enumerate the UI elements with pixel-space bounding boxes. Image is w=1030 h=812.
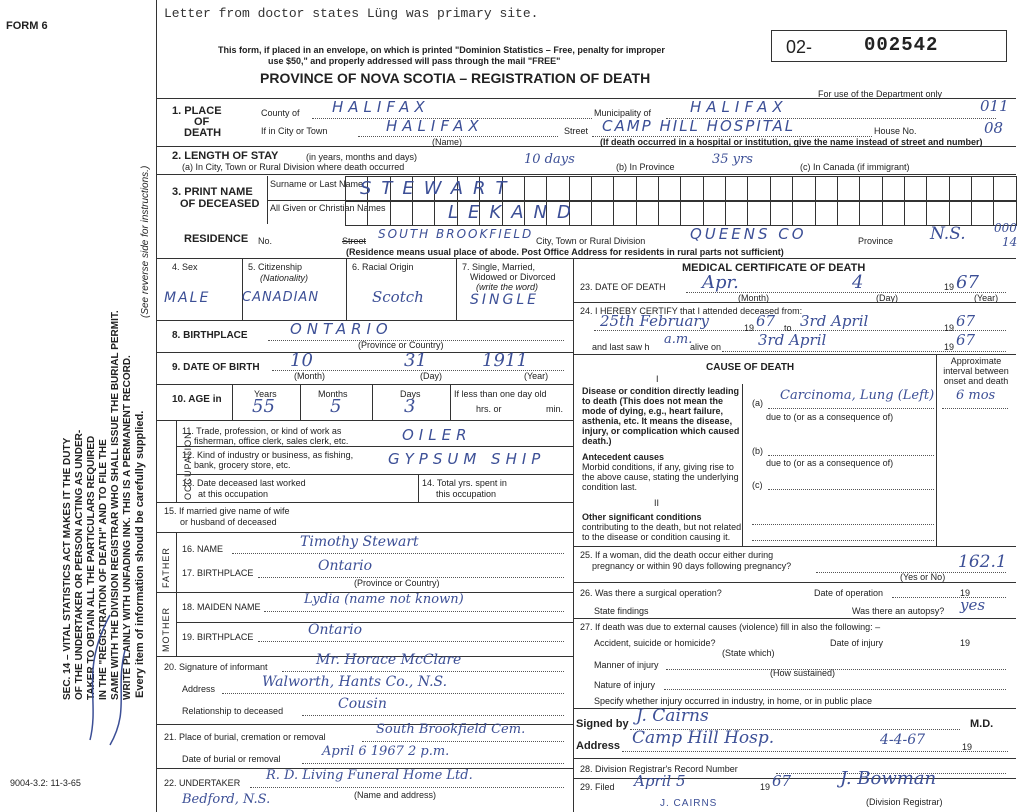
dod-year-prefix: 19 [944,282,955,292]
line [664,689,1006,690]
residence-street-label: Street [342,236,367,246]
age-months-value: 5 [330,396,342,417]
relationship-label: Relationship to deceased [182,706,284,716]
surgery-date-label: Date of operation [814,588,884,598]
rule [176,446,573,447]
due-to-label-1: due to (or as a consequence of) [766,412,894,422]
cause-b-label: (b) [752,446,763,456]
line [300,384,301,420]
burial-place-value: South Brookfield Cem. [376,722,526,737]
external-causes-label: 27. If death was due to external causes (violence) fill in also the following: – [580,622,881,632]
line [222,693,564,694]
given-name-value: LEKAND [448,202,581,223]
stay-province-label: (b) In Province [616,162,675,172]
birthplace-value: ONTARIO [290,320,393,338]
mother-birthplace-label: 19. BIRTHPLACE [182,632,254,642]
rule [573,354,1016,355]
municipality-label: Municipality of [594,108,652,118]
informant-label: 20. Signature of informant [164,662,268,672]
rule [176,474,573,475]
certify-label: 24. I HEREBY CERTIFY that I attended deceased from: [580,306,803,316]
filed-yr-value: 67 [772,772,792,790]
attended-from: 25th February [600,312,710,330]
age-days-value: 3 [404,396,416,417]
rule [156,98,1016,99]
filed-value: April 5 [634,772,686,790]
residence-code-2: 14 [1002,235,1018,249]
last-worked-label: 13. Date deceased last worked at this occupation [182,478,306,499]
rule [573,546,1016,547]
maiden-name-value: Lydia (name not known) [304,592,464,607]
registrar-note: (Division Registrar) [866,797,943,807]
line [302,763,564,764]
residence-label: RESIDENCE [184,233,249,245]
line [768,455,934,456]
hospital-note: (If death occurred in a hospital or institution, give the name instead of street and number) [600,137,983,147]
other-conditions-sub: contributing to the death, but not related to the disease or condition causing it. [582,522,742,542]
undertaker-value: R. D. Living Funeral Home Ltd. [266,768,473,783]
envelope-line-1: This form, if placed in an envelope, on which is printed "Dominion Statistics – Free, penalty for improper [218,45,665,55]
dod-month: Apr. [702,272,739,293]
date-of-birth-label: 9. DATE OF BIRTH [172,362,260,373]
form-code: 9004-3.2: 11-3-65 [10,778,81,788]
side-info: Every item of information should be carefully supplied. [134,410,146,698]
maiden-name-label: 18. MAIDEN NAME [182,602,261,612]
trade-label: 11. Trade, profession, or kind of work as fisherman, office clerk, sales clerk, etc. [182,426,349,446]
manner-label: Manner of injury [594,660,659,670]
father-name-value: Timothy Stewart [300,534,419,550]
form-label: FORM 6 [6,20,48,32]
citizenship-value: CANADIAN [242,290,320,305]
rule [156,420,573,421]
last-saw-time: a.m. [664,332,693,347]
dod-day-note: (Day) [876,293,898,303]
dob-year: 1911 [482,350,528,371]
spouse-label: 15. If married give name of wife or husband of deceased [164,506,290,527]
relationship-value: Cousin [338,696,387,712]
surgery-yr: 19 [960,588,971,598]
line [264,611,564,612]
burial-date-value: April 6 1967 2 p.m. [322,744,450,759]
undertaker-value-2: Bedford, N.S. [182,792,271,807]
father-birthplace-label: 17. BIRTHPLACE [182,568,254,578]
dod-year: 67 [956,272,979,293]
reg-prefix: 02- [786,37,813,57]
registrar-signature: J. Bowman [840,768,937,789]
statute-line: SAME WITH THE DIVISION REGISTRAR WHO SHALL ISSUE THE BURIAL PERMIT. [110,310,121,700]
physician-address-label: Address [576,740,621,752]
line [722,351,1006,352]
father-birthplace-value: Ontario [318,558,373,574]
department-use-label: For use of the Department only [818,89,943,99]
cause-a-label: (a) [752,398,763,408]
dod-day: 4 [852,272,864,293]
statute-line: IN THE "REGISTRATION OF DEATH" AND TO FILE THE [98,439,109,700]
industry-value: GYPSUM SHIP [388,450,546,468]
margin-pen-mark [70,610,140,750]
line [768,489,934,490]
age-label: 10. AGE in [172,394,222,405]
county-value: HALIFAX [332,98,430,116]
rule [176,622,573,623]
occupation-side-label: OCCUPATION [183,431,193,500]
physician-stamp: J. CAIRNS [660,798,718,809]
total-years-label: 14. Total yrs. spent in this occupation [422,478,507,499]
line [372,384,373,420]
due-to-label-2: due to (or as a consequence of) [766,458,894,468]
residence-no-label: No. [258,236,273,246]
surname-label: Surname or Last Name [270,179,364,189]
dod-year-note: (Year) [974,293,999,303]
middle-divider [573,258,574,812]
age-years-label: Years [254,389,277,399]
division-record-label: 28. Division Registrar's Record Number [580,764,738,774]
signed-by-value: J. Cairns [636,706,709,726]
residence-province-value: N.S. [930,224,966,244]
sustained-note: (How sustained) [770,668,836,678]
line [418,474,419,502]
residence-note: (Residence means usual place of abode. Post Office Address for residents in rural parts not sufficient) [346,247,784,257]
burial-place-label: 21. Place of burial, cremation or removal [164,732,326,742]
specify-label: Specify whether injury occurred in industry, in home, or in public place [594,696,872,706]
residence-city-value: QUEENS CO [690,225,807,243]
statute-line: OF THE UNDERTAKER OR PERSON ACTING AS UNDER- [74,429,85,700]
statute-line: WRITE PLAINLY WITH UNFADING INK. THIS IS A PERMANENT RECORD. [122,355,133,700]
municipality-code: 011 [980,97,1009,115]
physician-address-value: Camp Hill Hosp. [632,728,775,748]
stay-canada-label: (c) In Canada (if immigrant) [800,162,910,172]
direct-cause-label: Disease or condition directly leading to death (This does not mean the mode of dying, e.g., heart failure, asthenia, etc. It means the disease, injury, or complication which caused death.) [582,386,740,446]
last-saw-label: and last saw h [592,342,650,352]
line [768,408,934,409]
residence-province-label: Province [858,236,894,246]
roman-one: I [656,374,659,384]
attended-to: 3rd April [800,312,869,330]
findings-label: State findings [594,606,649,616]
father-birthplace-note: (Province or Country) [354,578,440,588]
house-value: 08 [984,119,1004,137]
birthplace-note: (Province or Country) [358,340,444,350]
informant-address-value: Walworth, Hants Co., N.S. [262,674,448,690]
attended-from-yr-prefix: 19 [744,323,755,333]
line [258,641,564,642]
stay-city-label: (a) In City, Town or Rural Division where death occurred [182,162,405,172]
attended-to-yr-prefix: 19 [944,323,955,333]
line [362,741,564,742]
stay-city-value: 10 days [524,152,575,167]
given-label: All Given or Christian Names [270,203,386,213]
surname-value: STEWART [360,178,517,199]
line [936,354,937,546]
statute-line: SEC. 14 – VITAL STATISTICS ACT MAKES IT THE DUTY [62,437,73,700]
filed-label: 29. Filed [580,782,615,792]
line [302,715,564,716]
marital-status-label: 7. Single, Married, Widowed or Divorced (write the word) [462,262,556,292]
street-value: CAMP HILL HOSPITAL [602,117,796,135]
line [752,524,934,525]
line [232,384,233,420]
statute-line: TAKER TO OBTAIN ALL THE PARTICULARS REQUIRED [86,435,97,700]
line [622,751,1008,752]
side-reverse-note: (See reverse side for instructions.) [140,165,151,318]
rule [156,384,573,385]
line [456,258,457,320]
rule [156,174,1016,175]
roman-two: II [654,498,660,508]
filed-yr-prefix: 19 [760,782,771,792]
racial-origin-label: 6. Racial Origin [352,262,414,272]
left-border [156,0,157,812]
rule [573,582,1016,583]
racial-origin-value: Scotch [372,288,424,306]
dob-year-note: (Year) [524,371,549,381]
alive-on-label: alive on [690,342,722,352]
line [450,384,451,420]
registration-number-box [771,30,1007,62]
burial-date-label: Date of burial or removal [182,754,281,764]
form-title: PROVINCE OF NOVA SCOTIA – REGISTRATION OF DEATH [260,70,651,86]
house-label: House No. [874,126,917,136]
father-side-label: FATHER [161,547,171,588]
antecedent-label: Antecedent causes [582,452,665,462]
other-conditions-label: Other significant conditions [582,512,702,522]
line [666,669,1006,670]
sex-label: 4. Sex [172,262,198,272]
line [176,420,177,502]
sex-value: MALE [164,290,211,306]
line [892,597,1006,598]
residence-street-value: SOUTH BROOKFIELD [378,227,534,241]
citizenship-label: 5. Citizenship (Nationality) [248,262,309,283]
length-of-stay-sub: (in years, months and days) [306,152,418,162]
medical-title: MEDICAL CERTIFICATE OF DEATH [682,262,866,274]
city-value: HALIFAX [386,117,484,135]
dob-day-note: (Day) [420,371,442,381]
reg-number: 002542 [864,34,939,56]
stay-province-value: 35 yrs [712,152,753,167]
place-of-death-label: 1. PLACE OF DEATH [172,105,222,139]
age-years-value: 55 [252,396,275,417]
line [282,671,564,672]
cause-of-death-title: CAUSE OF DEATH [706,362,795,373]
street-label: Street [564,126,589,136]
print-name-label: 3. PRINT NAME OF DECEASED [172,186,260,210]
signed-by-label: Signed by [576,718,629,730]
rule [156,502,573,503]
autopsy-value: yes [960,596,986,614]
rule [573,618,1016,619]
residence-code-1: 000 [994,221,1017,235]
typed-note: Letter from doctor states Lüng was primary site. [164,6,539,21]
age-days-label: Days [400,389,421,399]
county-label: County of [261,108,300,118]
date-of-death-label: 23. DATE OF DEATH [580,282,666,292]
md-label: M.D. [970,718,994,730]
signed-date-value: 4-4-67 [880,732,926,748]
age-less-label: If less than one day old [454,389,547,399]
undertaker-note: (Name and address) [354,790,437,800]
dob-day: 31 [404,350,427,371]
residence-city-label: City, Town or Rural Division [536,236,646,246]
marital-status-value: SINGLE [470,292,539,308]
informant-value: Mr. Horace McClare [316,652,462,668]
injury-date-label: Date of injury [830,638,884,648]
state-which-note: (State which) [722,648,775,658]
line [232,553,564,554]
autopsy-label: Was there an autopsy? [852,606,945,616]
accident-label: Accident, suicide or homicide? [594,638,716,648]
given-name-grid [345,200,1017,226]
trade-value: OILER [402,426,472,444]
birthplace-label: 8. BIRTHPLACE [172,330,248,341]
line [346,258,347,320]
city-name-note: (Name) [432,137,463,147]
age-hrs-label: hrs. or [476,404,502,414]
alive-on-value: 3rd April [758,331,827,349]
pregnancy-value: 162.1 [958,552,1007,572]
cause-a-interval: 6 mos [956,388,996,403]
dob-month: 10 [290,350,313,371]
injury-yr: 19 [960,638,971,648]
antecedent-sub: Morbid conditions, if any, giving rise to the above cause, stating the underlying condition last. [582,462,739,492]
age-months-label: Months [318,389,348,399]
age-min-label: min. [546,404,564,414]
envelope-line-2: use $50," and properly addressed will pass through the mail "FREE" [268,56,561,66]
signed-yr: 19 [962,742,973,752]
mother-side-label: MOTHER [161,607,171,652]
rule [156,532,573,533]
industry-label: 12. Kind of industry or business, as fishing, bank, grocery store, etc. [182,450,354,470]
municipality-value: HALIFAX [690,98,788,116]
informant-address-label: Address [182,684,216,694]
city-label: If in City or Town [261,126,328,136]
cause-c-label: (c) [752,480,763,490]
rule [573,758,1016,759]
dob-month-note: (Month) [294,371,326,381]
line [250,787,564,788]
alive-yr: 67 [956,331,976,349]
interval-header: Approximate interval between onset and death [943,356,1009,386]
length-of-stay-label: 2. LENGTH OF STAY [172,150,279,162]
line [752,540,934,541]
father-name-label: 16. NAME [182,544,224,554]
pregnancy-label: 25. If a woman, did the death occur either during pregnancy or within 90 days following pregnancy? [580,550,792,571]
mother-birthplace-value: Ontario [308,622,363,638]
line [742,384,743,546]
line [942,408,1008,409]
rule [156,258,1016,259]
cause-a-value: Carcinoma, Lung (Left) [780,388,935,403]
line [176,532,177,656]
nature-label: Nature of injury [594,680,656,690]
surgery-label: 26. Was there a surgical operation? [580,588,722,598]
attended-to-label: to [784,323,792,333]
rule [573,302,1016,303]
attended-from-yr: 67 [756,312,776,330]
attended-to-yr: 67 [956,312,976,330]
undertaker-label: 22. UNDERTAKER [164,778,241,788]
alive-yr-prefix: 19 [944,342,955,352]
line [242,258,243,320]
pregnancy-yn-note: (Yes or No) [900,572,946,582]
dod-month-note: (Month) [738,293,770,303]
